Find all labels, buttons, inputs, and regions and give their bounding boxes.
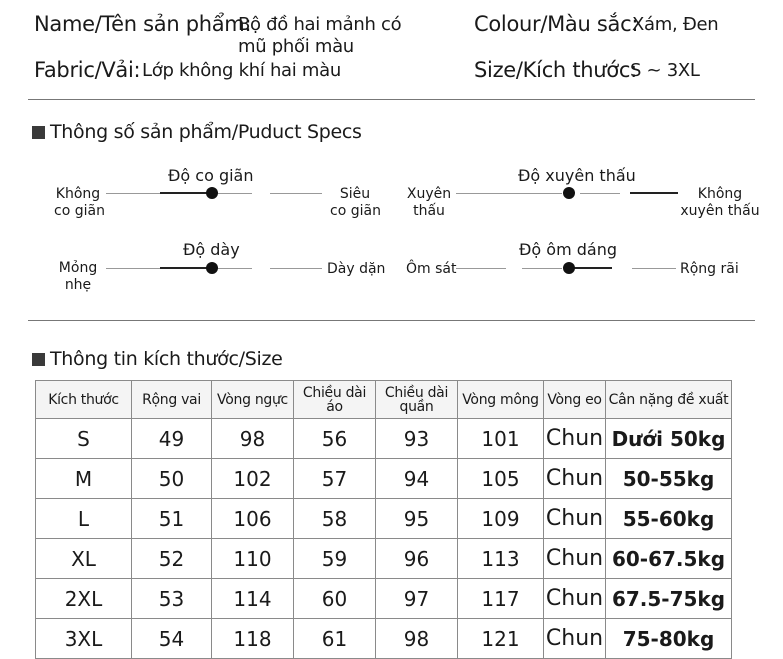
cell-size: M	[36, 459, 132, 499]
cell-pants-length: 94	[376, 459, 458, 499]
name-value-line1: Bộ đồ hai mảnh có	[238, 14, 402, 35]
table-row	[36, 539, 732, 579]
transparency-marker	[563, 187, 575, 199]
size-table	[35, 380, 732, 659]
cell-top-length: 56	[294, 419, 376, 459]
fit-right-label: Rộng rãi	[680, 261, 739, 277]
thickness-line-right	[270, 268, 322, 269]
specs-title-text: Thông số sản phẩm/Puduct Specs	[50, 121, 362, 143]
fit-line-left	[456, 268, 506, 269]
table-row	[36, 579, 732, 619]
cell-waist: Chun	[544, 459, 606, 499]
cell-hip: 117	[458, 579, 544, 619]
cell-hip: 105	[458, 459, 544, 499]
cell-waist: Chun	[544, 499, 606, 539]
thickness-right-label: Dày dặn	[327, 261, 386, 277]
size-label: Size/Kích thước:	[474, 58, 637, 82]
cell-weight: 67.5-75kg	[606, 579, 732, 619]
transparency-left-label: Xuyên thấu	[406, 186, 452, 219]
cell-weight: 50-55kg	[606, 459, 732, 499]
cell-shoulder: 53	[132, 579, 212, 619]
cell-pants-length: 98	[376, 619, 458, 659]
elasticity-line-dark	[160, 192, 212, 194]
cell-waist: Chun	[544, 619, 606, 659]
cell-pants-length: 95	[376, 499, 458, 539]
cell-hip: 121	[458, 619, 544, 659]
cell-chest: 118	[212, 619, 294, 659]
table-row	[36, 419, 732, 459]
cell-top-length: 59	[294, 539, 376, 579]
table-row	[36, 619, 732, 659]
cell-top-length: 61	[294, 619, 376, 659]
table-row	[36, 459, 732, 499]
square-bullet-icon	[32, 353, 45, 366]
elasticity-left-label: Không co giãn	[54, 186, 105, 219]
transparency-title: Độ xuyên thấu	[518, 166, 636, 185]
fabric-value: Lớp không khí hai màu	[142, 60, 341, 81]
elasticity-title: Độ co giãn	[168, 166, 254, 185]
thickness-line-mid	[212, 268, 252, 269]
divider-mid	[28, 320, 755, 321]
divider-top	[28, 99, 755, 100]
cell-pants-length: 96	[376, 539, 458, 579]
header-size: Kích thước	[36, 381, 132, 419]
header-hip: Vòng mông	[458, 381, 544, 419]
cell-weight: 55-60kg	[606, 499, 732, 539]
cell-chest: 98	[212, 419, 294, 459]
cell-waist: Chun	[544, 419, 606, 459]
header-waist: Vòng eo	[544, 381, 606, 419]
cell-chest: 114	[212, 579, 294, 619]
cell-waist: Chun	[544, 579, 606, 619]
fit-left-label: Ôm sát	[406, 261, 457, 277]
cell-shoulder: 54	[132, 619, 212, 659]
transparency-line-dark	[630, 192, 678, 194]
cell-hip: 101	[458, 419, 544, 459]
cell-shoulder: 49	[132, 419, 212, 459]
elasticity-line-left	[106, 193, 160, 194]
cell-top-length: 60	[294, 579, 376, 619]
cell-waist: Chun	[544, 539, 606, 579]
transparency-right-label: Không xuyên thấu	[680, 186, 760, 219]
thickness-marker	[206, 262, 218, 274]
cell-size: XL	[36, 539, 132, 579]
square-bullet-icon	[32, 126, 45, 139]
header-shoulder: Rộng vai	[132, 381, 212, 419]
thickness-line-left	[106, 268, 160, 269]
thickness-line-dark	[160, 267, 212, 269]
cell-hip: 113	[458, 539, 544, 579]
thickness-left-label: Mỏng nhẹ	[58, 260, 98, 293]
elasticity-right-label: Siêu co giãn	[330, 186, 381, 219]
header-chest: Vòng ngực	[212, 381, 294, 419]
cell-top-length: 57	[294, 459, 376, 499]
cell-shoulder: 50	[132, 459, 212, 499]
cell-hip: 109	[458, 499, 544, 539]
cell-chest: 106	[212, 499, 294, 539]
cell-size: S	[36, 419, 132, 459]
header-top-length: Chiều dài áo	[294, 381, 376, 419]
cell-size: 3XL	[36, 619, 132, 659]
cell-pants-length: 97	[376, 579, 458, 619]
specs-title	[32, 121, 362, 143]
header-pants-length: Chiều dài quần	[376, 381, 458, 419]
cell-pants-length: 93	[376, 419, 458, 459]
cell-chest: 110	[212, 539, 294, 579]
cell-top-length: 58	[294, 499, 376, 539]
table-row	[36, 499, 732, 539]
transparency-line-mid	[580, 193, 620, 194]
cell-chest: 102	[212, 459, 294, 499]
header-weight: Cân nặng đề xuất	[606, 381, 732, 419]
cell-shoulder: 52	[132, 539, 212, 579]
size-title-text: Thông tin kích thước/Size	[50, 348, 283, 370]
fit-line-mid1	[522, 268, 562, 269]
size-value: S ~ 3XL	[630, 60, 700, 81]
cell-shoulder: 51	[132, 499, 212, 539]
name-value-line2: mũ phối màu	[238, 36, 354, 57]
colour-value: Xám, Đen	[632, 14, 719, 35]
cell-size: 2XL	[36, 579, 132, 619]
elasticity-marker	[206, 187, 218, 199]
cell-weight: Dưới 50kg	[606, 419, 732, 459]
transparency-line-left	[456, 193, 562, 194]
elasticity-line-mid	[212, 193, 252, 194]
colour-label: Colour/Màu sắc:	[474, 12, 639, 36]
name-label: Name/Tên sản phẩm:	[34, 12, 252, 36]
thickness-title: Độ dày	[183, 240, 240, 259]
table-header-row	[36, 381, 732, 419]
size-title	[32, 348, 283, 370]
fit-title: Độ ôm dáng	[519, 240, 617, 259]
fabric-label: Fabric/Vải:	[34, 58, 141, 82]
fit-marker	[563, 262, 575, 274]
cell-weight: 60-67.5kg	[606, 539, 732, 579]
elasticity-line-right	[270, 193, 322, 194]
fit-line-right	[632, 268, 676, 269]
cell-size: L	[36, 499, 132, 539]
cell-weight: 75-80kg	[606, 619, 732, 659]
